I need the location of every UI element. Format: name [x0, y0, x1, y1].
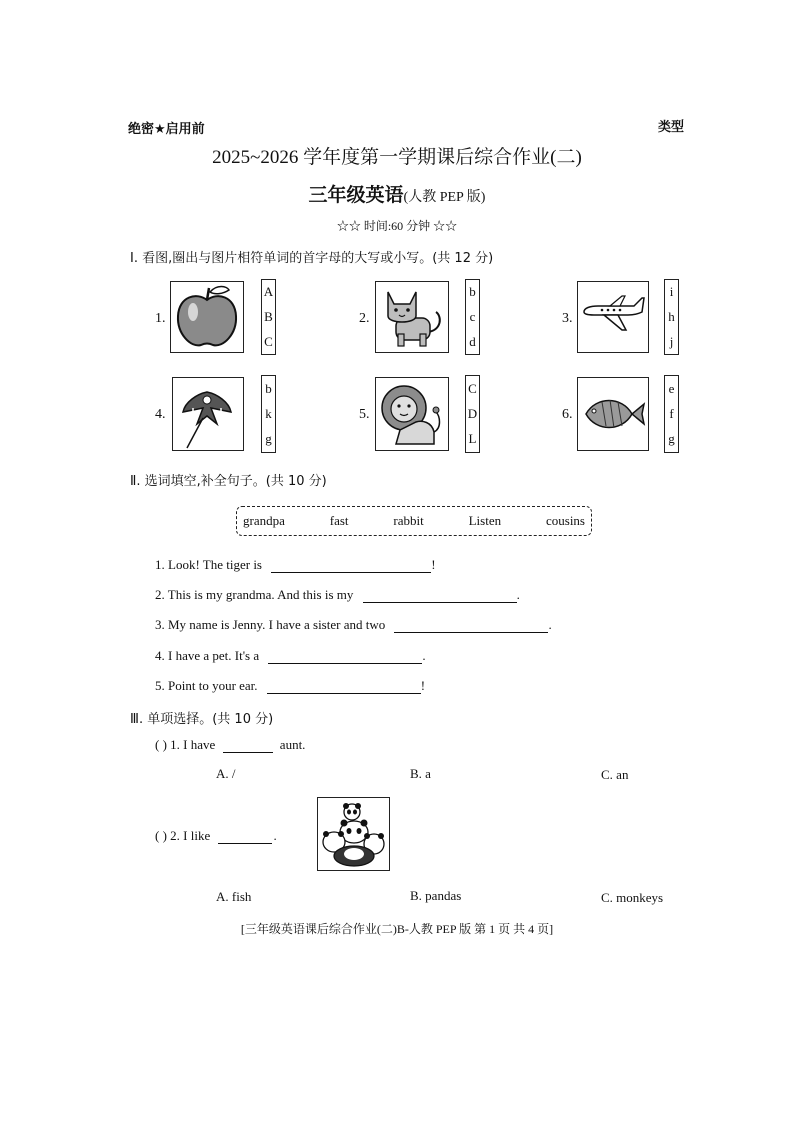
letter-option[interactable]: A — [263, 284, 274, 300]
letter-option[interactable]: j — [669, 333, 674, 349]
edition: (人教 PEP 版) — [403, 190, 486, 205]
word-bank-item: fast — [329, 513, 349, 528]
answer-blank[interactable] — [363, 588, 517, 603]
sentence-text: 1. Look! The tiger is — [155, 557, 262, 572]
word-bank-item: grandpa — [243, 513, 285, 528]
sentence-end: . — [548, 617, 552, 632]
sentence-text: 4. I have a pet. It's a — [155, 648, 260, 663]
letter-choices — [465, 279, 480, 355]
sentence-4 — [155, 648, 426, 664]
option-b[interactable]: B. pandas — [410, 888, 462, 903]
sentence-text: 5. Point to your ear. — [155, 678, 258, 693]
letter-option[interactable]: D — [467, 405, 478, 421]
question-1 — [155, 737, 305, 753]
pandas-icon — [318, 798, 389, 870]
letter-option[interactable]: b — [265, 380, 272, 396]
sentence-2 — [155, 587, 520, 603]
subject: 三年级英语 — [308, 185, 404, 206]
answer-paren[interactable]: ( ) — [155, 828, 167, 843]
kite-icon — [173, 378, 243, 450]
sentence-text: 2. This is my grandma. And this is my — [155, 587, 354, 602]
section3-heading: Ⅲ. 单项选择。(共 10 分) — [130, 712, 274, 727]
lion-icon — [376, 378, 448, 450]
lion-picture — [375, 377, 449, 451]
option-c[interactable]: C. an — [601, 767, 629, 782]
question-text: 1. I have — [170, 737, 216, 752]
option-b[interactable]: B. a — [410, 766, 431, 781]
option-c[interactable]: C. monkeys — [601, 890, 664, 905]
sentence-3 — [155, 617, 552, 633]
kite-picture — [172, 377, 244, 451]
letter-choices — [465, 375, 480, 453]
plane-icon — [578, 282, 648, 352]
question-end: aunt. — [279, 737, 306, 752]
question-2 — [155, 828, 277, 844]
word-bank-item: Listen — [468, 513, 502, 528]
letter-option[interactable]: d — [469, 333, 476, 349]
section1-heading: Ⅰ. 看图,圈出与图片相符单词的首字母的大写或小写。(共 12 分) — [130, 251, 494, 266]
exam-title: 2025~2026 学年度第一学期课后综合作业(二) — [212, 147, 582, 168]
subject-line — [0, 180, 794, 207]
item-number: 4. — [155, 407, 166, 422]
letter-option[interactable]: g — [265, 431, 272, 447]
letter-choices — [664, 375, 679, 453]
option-a[interactable]: A. / — [216, 766, 236, 781]
sentence-1 — [155, 557, 436, 573]
apple-picture — [170, 281, 244, 353]
letter-choices — [664, 279, 679, 355]
item-number: 6. — [562, 407, 573, 422]
item-number: 3. — [562, 311, 573, 326]
cat-picture — [375, 281, 449, 353]
word-bank-item: rabbit — [393, 513, 424, 528]
answer-blank[interactable] — [223, 738, 273, 753]
answer-blank[interactable] — [394, 618, 548, 633]
item-number: 5. — [359, 407, 370, 422]
sentence-5 — [155, 678, 425, 694]
item-number: 2. — [359, 311, 370, 326]
answer-blank[interactable] — [268, 649, 422, 664]
item-number: 1. — [155, 311, 166, 326]
sentence-end: . — [516, 587, 520, 602]
letter-option[interactable]: e — [668, 380, 675, 396]
fish-picture — [577, 377, 649, 451]
fish-icon — [578, 378, 648, 450]
letter-choices — [261, 279, 276, 355]
apple-icon — [171, 282, 243, 352]
time-label: ☆☆ 时间:60 分钟 ☆☆ — [336, 219, 458, 233]
plane-picture — [577, 281, 649, 353]
pandas-picture — [317, 797, 390, 871]
word-bank — [236, 506, 592, 536]
letter-option[interactable]: b — [469, 284, 476, 300]
letter-option[interactable]: h — [668, 308, 675, 324]
letter-option[interactable]: B — [264, 308, 273, 324]
type-label: 类型 — [658, 120, 685, 135]
letter-option[interactable]: L — [468, 431, 477, 447]
letter-option[interactable]: k — [265, 405, 272, 421]
question-end: . — [273, 828, 277, 843]
answer-blank[interactable] — [218, 829, 272, 844]
letter-option[interactable]: C — [468, 380, 477, 396]
letter-option[interactable]: C — [264, 333, 273, 349]
option-a[interactable]: A. fish — [216, 889, 252, 904]
confidential-label: 绝密★启用前 — [128, 122, 205, 137]
letter-choices — [261, 375, 276, 453]
section2-heading: Ⅱ. 选词填空,补全句子。(共 10 分) — [130, 474, 327, 489]
letter-option[interactable]: g — [668, 431, 675, 447]
cat-icon — [376, 282, 448, 352]
letter-option[interactable]: c — [469, 308, 476, 324]
letter-option[interactable]: i — [669, 284, 674, 300]
answer-blank[interactable] — [267, 679, 421, 694]
sentence-end: ! — [420, 678, 426, 693]
sentence-end: . — [422, 648, 426, 663]
letter-option[interactable]: f — [669, 405, 674, 421]
word-bank-item: cousins — [545, 513, 585, 528]
answer-paren[interactable]: ( ) — [155, 737, 167, 752]
question-text: 2. I like — [170, 828, 211, 843]
answer-blank[interactable] — [271, 558, 431, 573]
sentence-end: ! — [431, 557, 436, 572]
sentence-text: 3. My name is Jenny. I have a sister and two — [155, 617, 386, 632]
page-footer: [三年级英语课后综合作业(二)B-人教 PEP 版 第 1 页 共 4 页] — [240, 922, 554, 936]
